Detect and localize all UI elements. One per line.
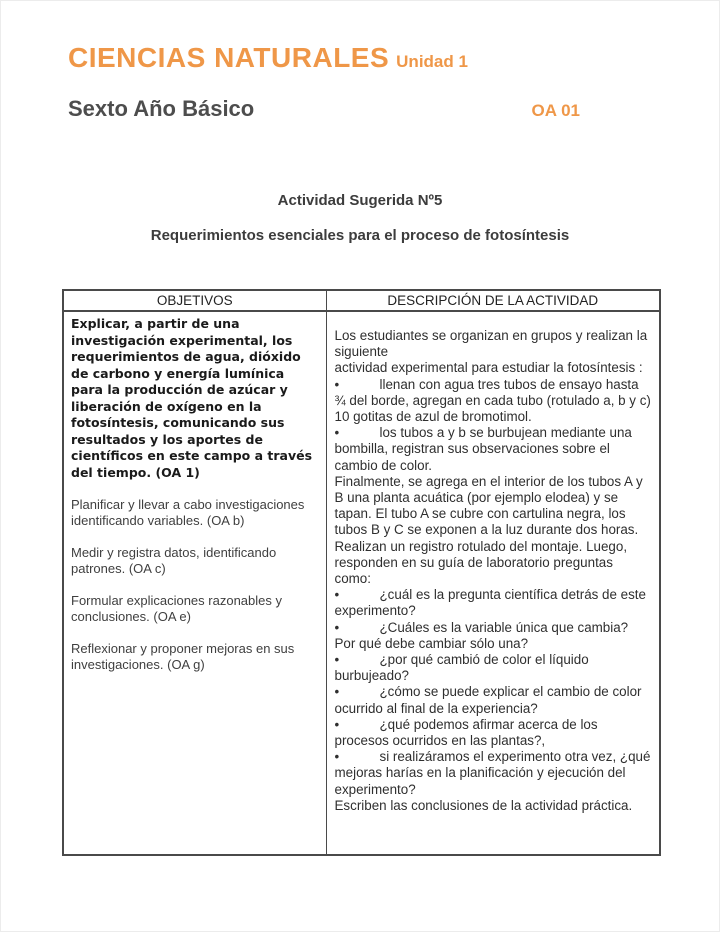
objectives-cell	[63, 311, 326, 855]
table-body-row	[63, 311, 660, 855]
bullet-icon: •	[334, 749, 340, 765]
description-paragraph: Escriben las conclusiones de la actividad práctica.	[334, 797, 633, 813]
activity-subtitle: Requerimientos esenciales para el proceso de fotosíntesis	[150, 227, 570, 244]
bullet-icon: •	[334, 716, 340, 732]
table-header-row	[63, 290, 660, 311]
activity-table	[62, 289, 661, 856]
description-paragraph: Los estudiantes se organizan en grupos y realizan la siguiente	[334, 328, 648, 360]
description-bullet-item: • ¿Cuáles es la variable única que cambia? Por qué debe cambiar sólo una?	[334, 619, 629, 651]
bullet-icon: •	[334, 425, 340, 441]
objective-skill-paragraph: Formular explicaciones razonables y conclusiones. (OA e)	[71, 593, 282, 624]
activity-title: Actividad Sugerida Nº5	[277, 192, 443, 209]
description-cell	[326, 311, 660, 855]
description-bullet-item: • llenan con agua tres tubos de ensayo hasta ¾ del borde, agregan en cada tubo (rotulado a, b y c) 10 gotitas de azul de bromotimol.	[334, 376, 651, 425]
column-header-descripcion: DESCRIPCIÓN DE LA ACTIVIDAD	[326, 290, 660, 311]
description-bullet-item: • ¿qué podemos afirmar acerca de los procesos ocurridos en las plantas?,	[334, 716, 598, 749]
bullet-icon: •	[334, 619, 340, 635]
description-bullet-item: • ¿cómo se puede explicar el cambio de color ocurrido al final de la experiencia?	[334, 684, 642, 716]
bullet-icon: •	[334, 684, 340, 700]
document-header	[68, 42, 468, 74]
bullet-icon: •	[334, 652, 340, 668]
description-bullet-item: • si realizáramos el experimento otra vez, ¿qué mejoras harías en la planificación y ejecución del experimento?	[334, 749, 651, 797]
objective-skill-paragraph: Reflexionar y proponer mejoras en sus investigaciones. (OA g)	[71, 641, 295, 672]
description-paragraph: Finalmente, se agrega en el interior de los tubos A y B una planta acuática (por ejemplo elodea) y se tapan. El tubo A se cubre con cartulina negra, los tubos B y C se exponen a la luz durante dos horas. Realizan un registro rotulado del montaje. Luego, responden en su guía de laboratorio preguntas como:	[334, 473, 643, 587]
description-bullet-item: • los tubos a y b se burbujean mediante una bombilla, registran sus observaciones sobre el cambio de color.	[334, 425, 632, 473]
description-bullet-item: • ¿por qué cambió de color el líquido burbujeado?	[334, 652, 589, 684]
column-header-objetivos: OBJETIVOS	[63, 290, 326, 311]
description-bullet-item: • ¿cuál es la pregunta científica detrás de este experimento?	[334, 587, 646, 619]
objective-main-paragraph: Explicar, a partir de una investigación experimental, los requerimientos de agua, dióxido de carbono y energía lumínica para la producción de azúcar y liberación de oxígeno en la fotosíntesis, comunicando sus resultados y los aportes de científicos en este campo a través del tiempo. (OA 1)	[71, 316, 313, 480]
bullet-icon: •	[334, 376, 340, 392]
oa-code: OA 01	[531, 101, 580, 120]
objective-skills-list	[71, 497, 318, 673]
objective-skill-paragraph: Medir y registra datos, identificando patrones. (OA c)	[71, 545, 277, 576]
course-title: CIENCIAS NATURALES	[68, 42, 390, 73]
objective-skill-paragraph: Planificar y llevar a cabo investigaciones identificando variables. (OA b)	[71, 497, 305, 528]
description-paragraph: actividad experimental para estudiar la fotosíntesis :	[334, 360, 643, 376]
unit-label: Unidad 1	[396, 52, 468, 71]
bullet-icon: •	[334, 587, 340, 603]
grade-row	[68, 96, 580, 122]
grade-label: Sexto Año Básico	[68, 96, 255, 121]
